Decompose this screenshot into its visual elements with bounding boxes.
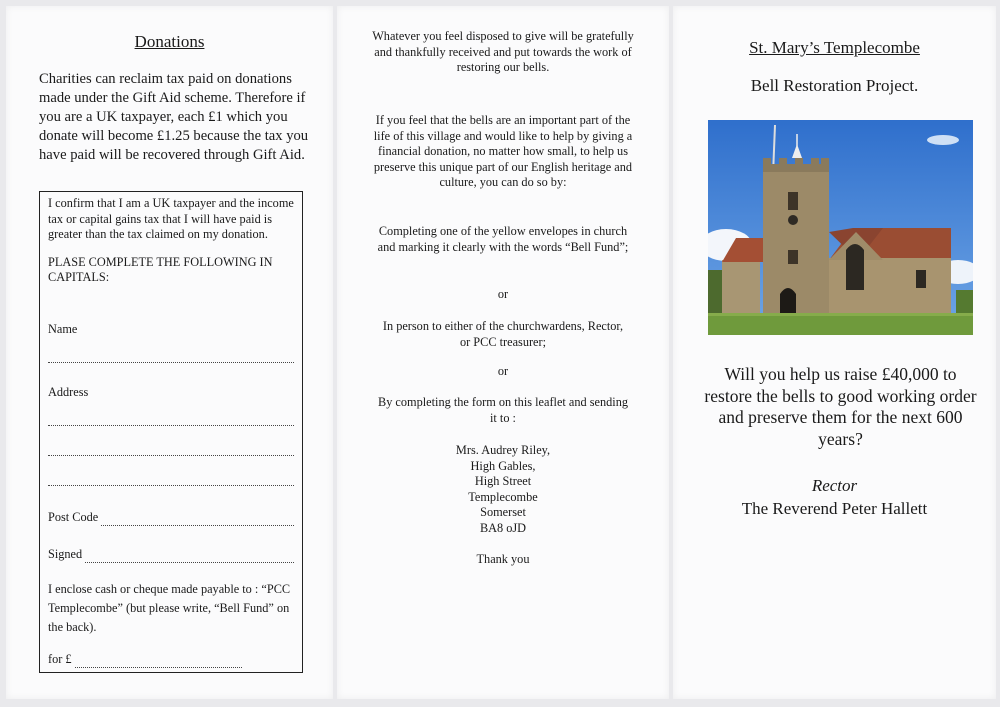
- name-field[interactable]: [48, 362, 294, 363]
- gift-aid-intro: Charities can reclaim tax paid on donations made under the Gift Aid scheme. Therefore if you are a UK taxpayer, each £1 which you donate will become £1.25 because the tax you have paid will be recovered through Gift Aid.: [39, 71, 309, 163]
- address-line: Somerset: [480, 505, 526, 520]
- amount-field[interactable]: [75, 656, 242, 668]
- gratitude-paragraph: Whatever you feel disposed to give will be gratefully and thankfully received and put towards the work of restoring our bells.: [372, 29, 634, 75]
- church-photo: [708, 120, 973, 335]
- or-separator-1: or: [497, 287, 509, 301]
- appeal-text: Will you help us raise £40,000 to restore the bells to good working order and preserve them for the next 600 years?: [704, 364, 977, 449]
- taxpayer-statement: I confirm that I am a UK taxpayer and the income tax or capital gains tax that I will have paid is greater than the tax claimed on my donation.: [48, 196, 294, 241]
- church-image: [708, 120, 973, 335]
- appeal-paragraph: If you feel that the bells are an important part of the life of this village and would like to help by giving a financial donation, no matter how small, to help us preserve this unique part of our English heritage and culture, you can do so by:: [373, 113, 633, 190]
- postcode-label: Post Code: [48, 510, 99, 524]
- gift-aid-form: [39, 191, 303, 673]
- address-line: Mrs. Audrey Riley,: [455, 443, 551, 457]
- address-line: High Street: [474, 474, 532, 489]
- capitals-instruction: PLASE COMPLETE THE FOLLOWING IN CAPITALS:: [48, 254, 273, 284]
- or-separator-2: or: [497, 364, 509, 378]
- amount-row: [48, 652, 242, 668]
- donations-title: Donations: [134, 32, 205, 51]
- thank-you: Thank you: [476, 552, 530, 566]
- signed-row: [48, 547, 294, 563]
- postal-address: [337, 443, 669, 537]
- cheque-instructions: I enclose cash or cheque made payable to : “PCC Templecombe” (but please write, “Bell Fund” on the back).: [48, 582, 291, 634]
- address-line: BA8 oJD: [479, 520, 527, 535]
- address-label: Address: [48, 385, 89, 399]
- postcode-field[interactable]: [101, 514, 294, 526]
- donations-panel: [6, 6, 333, 699]
- how-to-give-panel: [337, 6, 669, 699]
- envelope-option: Completing one of the yellow envelopes in church and marking it clearly with the words “Bell Fund”;: [377, 224, 629, 254]
- rector-name: The Reverend Peter Hallett: [741, 499, 928, 518]
- cover-panel: [673, 6, 996, 699]
- project-title: Bell Restoration Project.: [750, 76, 919, 95]
- address-field-line-3[interactable]: [48, 485, 294, 486]
- address-field-line-1[interactable]: [48, 425, 294, 426]
- address-line: High Gables,: [470, 458, 536, 473]
- church-name: St. Mary’s Templecombe: [749, 38, 920, 57]
- signed-label: Signed: [48, 547, 83, 561]
- in-person-option: In person to either of the churchwardens, Rector, or PCC treasurer;: [382, 319, 624, 349]
- address-field-line-2[interactable]: [48, 455, 294, 456]
- form-option: By completing the form on this leaflet and sending it to :: [378, 395, 628, 425]
- rector-label: Rector: [811, 476, 858, 495]
- postcode-row: [48, 510, 294, 526]
- fundraising-appeal: [703, 364, 978, 450]
- name-label: Name: [48, 322, 78, 336]
- signature-field[interactable]: [85, 551, 294, 563]
- address-line: Templecombe: [468, 489, 538, 504]
- amount-label: for £: [48, 652, 72, 666]
